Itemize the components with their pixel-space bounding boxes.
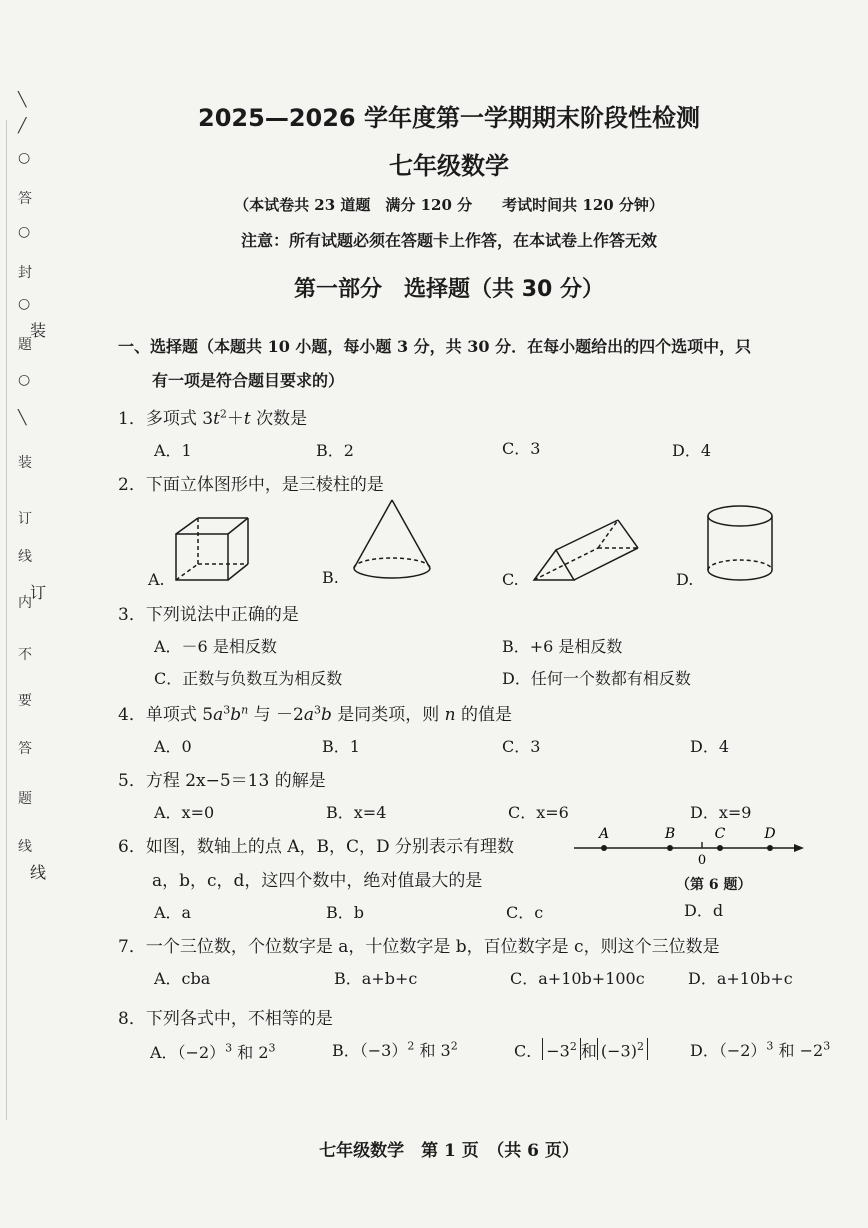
q2-label-c: C. (502, 570, 519, 589)
q1-stem-prefix: 1．多项式 (118, 409, 197, 429)
triangular-prism-figure (528, 516, 644, 588)
binding-mark: 題 (18, 337, 32, 353)
number-line-arrow (794, 844, 804, 852)
q2-label-a: A. (148, 570, 165, 589)
binding-mark: ○ (18, 372, 31, 388)
q2-label-b: B. (322, 568, 339, 587)
point-c-label: C (714, 826, 726, 842)
q2-label-d: D. (676, 570, 694, 589)
question-4 (118, 700, 512, 725)
q4-stem-prefix: 4．单项式 (118, 705, 197, 725)
binding-label: 订 (30, 583, 47, 602)
q8-option-d: D．$(-2)^3$ 和 $-2^3$ (690, 1039, 831, 1060)
q3-option-c: C．正数与负数互为相反数 (154, 669, 343, 688)
q8-option-b: B．$(-3)^2$ 和 $3^2$ (332, 1039, 458, 1060)
q6-option-a: A．a (154, 903, 192, 922)
q5-option-c: C．x=6 (508, 803, 569, 822)
binding-mark: 答 (18, 191, 32, 207)
question-5: 5．方程 2x−5＝13 的解是 (118, 771, 326, 791)
q4-option-a: A．0 (154, 737, 192, 756)
figure-6-caption: （第 6 题） (676, 877, 752, 893)
point-b-label: B (664, 826, 676, 842)
point-c-dot (717, 845, 723, 851)
q3-option-b: B．+6 是相反数 (502, 637, 623, 656)
q7-option-a: A．cba (154, 969, 211, 988)
binding-edge-line (6, 120, 7, 1120)
binding-label: 线 (30, 863, 47, 882)
q4-stem-end: 的值是 (461, 705, 513, 725)
binding-mark: 题 (18, 791, 32, 807)
binding-mark: 内 (18, 595, 32, 611)
q5-option-a: A．x=0 (154, 803, 215, 822)
q1-option-a: A．1 (154, 441, 192, 460)
point-a-label: A (598, 826, 610, 842)
q4-term-1: $5a^3b^n$ (202, 703, 249, 725)
q7-option-c: C．a+10b+100c (510, 969, 645, 988)
binding-mark: 要 (18, 693, 32, 709)
q3-option-a: A．－6 是相反数 (154, 637, 277, 656)
q4-option-c: C．3 (502, 737, 541, 756)
question-3: 3．下列说法中正确的是 (118, 605, 299, 625)
q3-option-d: D．任何一个数都有相反数 (502, 669, 691, 688)
q5-option-b: B．x=4 (326, 803, 387, 822)
binding-mark: ○ (18, 296, 31, 312)
q1-option-c: C．3 (502, 439, 541, 458)
binding-mark: 线 (18, 549, 32, 565)
q6-option-d: D．d (684, 901, 724, 920)
zero-label: 0 (697, 853, 707, 868)
q8-option-c: C． $-3^2$ 和 $(-3)^2$ (514, 1038, 648, 1061)
binding-mark: 线 (18, 839, 32, 855)
q7-option-d: D．a+10b+c (688, 969, 793, 988)
page-footer: 七年级数学 第 1 页 （共 6 页） (319, 1141, 579, 1161)
q4-variable: n (444, 705, 456, 725)
exam-notice: 注意：所有试题必须在答题卡上作答，在本试卷上作答无效 (240, 231, 657, 250)
binding-mark: ╲ (18, 410, 27, 426)
q8-option-a: A．$(-2)^3$ 和 $2^3$ (150, 1041, 276, 1062)
question-1 (118, 404, 307, 429)
section-heading-cont: 有一项是符合题目要求的） (152, 371, 345, 390)
q4-option-d: D．4 (690, 737, 730, 756)
binding-mark: 答 (18, 741, 32, 757)
q6-option-c: C．c (506, 903, 544, 922)
question-7: 7．一个三位数，个位数字是 a，十位数字是 b，百位数字是 c，则这个三位数是 (118, 937, 720, 957)
cylinder-figure (700, 500, 780, 590)
q1-option-d: D．4 (672, 441, 712, 460)
point-d-dot (767, 845, 773, 851)
binding-mark: ╲ (18, 92, 27, 108)
q7-option-b: B．a+b+c (334, 969, 418, 988)
q1-stem-suffix: 次数是 (256, 409, 308, 429)
exam-info: （本试卷共 23 道题 满分 120 分 考试时间共 120 分钟） (234, 196, 664, 214)
q4-option-b: B．1 (322, 737, 360, 756)
q5-option-d: D．x=9 (690, 803, 752, 822)
exam-title: 2025—2026 学年度第一学期期末阶段性检测 (198, 104, 700, 132)
q1-expression: $3t^2+t$ (202, 407, 251, 429)
point-d-label: D (764, 826, 776, 842)
exam-subject: 七年级数学 (389, 152, 509, 180)
question-8: 8．下列各式中，不相等的是 (118, 1009, 333, 1029)
q4-stem-mid: 与 (253, 705, 271, 725)
binding-mark: 装 (18, 455, 32, 471)
number-line-figure (568, 822, 808, 868)
binding-mark: 不 (18, 647, 32, 663)
binding-label: 装 (30, 321, 47, 340)
point-a-dot (601, 845, 607, 851)
binding-mark: ╱ (18, 118, 27, 134)
q4-term-2: $-2a^3b$ (276, 703, 332, 725)
q6-option-b: B．b (326, 903, 365, 922)
question-2: 2．下面立体图形中，是三棱柱的是 (118, 475, 384, 495)
question-6-line-1: 6．如图，数轴上的点 A，B，C，D 分别表示有理数 (118, 837, 515, 857)
section-heading: 一、选择题（本题共 10 小题，每小题 3 分，共 30 分．在每小题给出的四个选项中，只 (118, 337, 752, 356)
binding-mark: ○ (18, 150, 31, 166)
cube-figure (168, 512, 256, 584)
binding-mark: ○ (18, 224, 31, 240)
q1-option-b: B．2 (316, 441, 354, 460)
part-title: 第一部分 选择题（共 30 分） (294, 277, 604, 302)
binding-mark: 订 (18, 511, 32, 527)
q4-stem-suffix: 是同类项，则 (337, 705, 440, 725)
cone-figure (346, 496, 438, 588)
question-6-line-2: a，b，c，d，这四个数中，绝对值最大的是 (152, 871, 483, 891)
binding-mark: 封 (18, 265, 32, 281)
point-b-dot (667, 845, 673, 851)
